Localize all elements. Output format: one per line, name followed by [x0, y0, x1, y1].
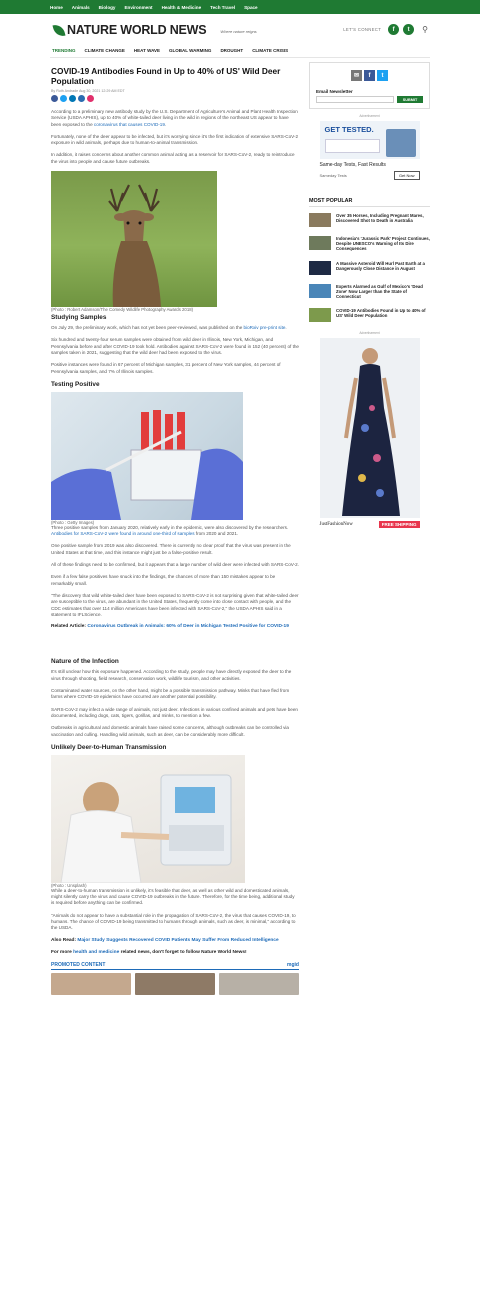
subheading-unlikely-transmission: Unlikely Deer-to-Human Transmission: [51, 743, 167, 751]
mgid-logo[interactable]: mgid: [287, 962, 299, 969]
share-linkedin-icon[interactable]: [69, 95, 76, 102]
paragraph: "Animals do not appear to have a substantial role in the propagation of SARS-CoV-2, the virus that causes COVID-19, to humans. The chance of COVID-19 being transmitted to humans through animals, such as deer, is minimal," according to the USDA.: [51, 912, 296, 931]
nav-space[interactable]: Space: [244, 4, 258, 10]
sidebar: [309, 62, 430, 528]
ad-kit-icon: [386, 129, 416, 157]
submit-button[interactable]: SUBMIT: [397, 96, 423, 103]
trending-bar: [0, 46, 480, 54]
paragraph: Even if a few false positives have snuck into the findings, the chances of more than 150 mistakes appear to be remarkably small.: [51, 574, 276, 586]
popular-thumb[interactable]: [309, 261, 331, 275]
popular-title[interactable]: Over 35 Horses, Including Pregnant Mares, Discovered Shot to Death in Australia: [336, 213, 424, 224]
share-facebook-icon[interactable]: [51, 95, 58, 102]
site-tagline: Where nature reigns: [220, 29, 257, 34]
related-article: Related Article: Coronavirus Outbreak in Animals: 60% of Deer in Michigan Tested Positive for COVID-19: [51, 624, 289, 630]
paragraph: Positive instances were found in 67 percent of Michigan samples, 31 percent of New York samples, 44 percent of Pennsylvania samples, and 7% of Illinois samples.: [51, 362, 281, 374]
search-icon[interactable]: ⚲: [422, 25, 428, 34]
ad-box-icon: [325, 139, 380, 153]
ad-sponsor: Sameday Tests: [319, 173, 347, 178]
subheading-nature-of-infection: Nature of the Infection: [51, 658, 119, 666]
popular-thumb[interactable]: [309, 213, 331, 227]
popular-item[interactable]: [309, 261, 430, 275]
caption: (Photo : Unsplash): [51, 882, 87, 888]
paragraph: According to a preliminary new antibody study by the U.S. Department of Agriculture's Animal and Plant Health Inspection Service (USDA APHIS), up to 40% of white-tailed deer living in the wild in regions of the northeast US appear to have been exposed to the coronavirus that causes COVID-19.: [51, 109, 298, 127]
deer-illustration-icon: [51, 171, 217, 307]
promoted-header: [51, 962, 299, 970]
connect-label: LET'S CONNECT: [343, 27, 382, 32]
health-medicine-link[interactable]: health and medicine: [73, 949, 120, 955]
leaf-logo-icon[interactable]: [52, 22, 65, 37]
paragraph: Contaminated water sources, on the other hand, might be a possible transmission pathway. Minks that have fled from farms where COVID-19 epidemics have occurred are another potential possibility.: [51, 688, 290, 700]
paragraph: Three positive samples from January 2020, relatively early in the epidemic, were also discovered by the researchers. Antibodies for SARS-CoV-2 were found in around one-third of samples from 2020 and 2021.: [51, 524, 289, 537]
facebook-icon[interactable]: f: [364, 70, 375, 81]
twitter-icon[interactable]: t: [377, 70, 388, 81]
popular-title[interactable]: A Massive Asteroid Will Hurl Past Earth at a Dangerously Close Distance in August: [336, 260, 425, 271]
article: [51, 66, 299, 995]
paragraph: Outbreaks in agricultural and domestic animals have raised some concerns, although outbreaks can be controlled via vaccination and culling. Handling wild animals, such as deer, can be considerably more difficult.: [51, 725, 289, 737]
header: [0, 14, 480, 46]
share-twitter-icon[interactable]: [60, 95, 67, 102]
twitter-icon[interactable]: t: [403, 24, 414, 35]
share-email-icon[interactable]: [78, 95, 85, 102]
nav-tech-travel[interactable]: Tech Travel: [210, 4, 236, 10]
popular-title[interactable]: COVID-19 Antibodies Found in Up to 40% of US' Wild Deer Population: [336, 308, 426, 319]
biorxiv-link[interactable]: bioRxiv pre-print site: [243, 325, 286, 331]
connect-group: [343, 24, 428, 35]
ad-cta-button[interactable]: Get Now: [394, 171, 420, 180]
antibodies-link[interactable]: Antibodies for SARS-CoV-2 were found in around one-third of samples: [51, 531, 195, 537]
facebook-icon[interactable]: f: [388, 24, 399, 35]
share-plus-icon[interactable]: [87, 95, 94, 102]
paragraph: In addition, it raises concerns about another common animal acting as a reservoir for SARS-CoV-2, ready to reintroduce the virus into people and cause future outbreaks.: [51, 152, 295, 164]
promo-thumb[interactable]: [135, 973, 215, 995]
ad-sameday-tests[interactable]: [320, 121, 420, 180]
promo-thumb[interactable]: [219, 973, 299, 995]
most-popular-heading: MOST POPULAR: [309, 198, 430, 207]
advertisement-label: Advertisement: [359, 331, 380, 336]
lab-test-photo: [51, 392, 243, 520]
nav-animals[interactable]: Animals: [71, 4, 90, 10]
ad-title: Same-day Tests, Fast Results: [319, 162, 386, 168]
sidebar-share: [316, 70, 423, 81]
ad-brand[interactable]: JustFashionNow: [319, 522, 353, 528]
trending-global-warming[interactable]: GLOBAL WARMING: [169, 47, 212, 53]
popular-item[interactable]: [309, 213, 430, 227]
header-divider: [50, 57, 430, 58]
popular-item[interactable]: [309, 284, 430, 300]
paragraph: "The discovery that wild white-tailed deer have been exposed to SARS-CoV-2 is not surprising given that white-tailed deer are susceptible to the virus, are abundant in the United States, frequently come into close contact with people, and the CDC estimates that over 114 million Americans have been infected with SARS-CoV-2," the USDA APHIS said in a statement to IFLScience.: [51, 592, 299, 617]
dress-model-icon: [320, 338, 420, 518]
ad-fashion-footer: [320, 521, 420, 528]
email-icon[interactable]: ✉: [351, 70, 362, 81]
trending-heat-wave[interactable]: HEAT WAVE: [133, 47, 161, 53]
promo-thumb[interactable]: [51, 973, 131, 995]
popular-item[interactable]: [309, 308, 430, 322]
email-input[interactable]: [316, 96, 394, 103]
promoted-label: PROMOTED CONTENT: [51, 962, 106, 969]
related-article-link[interactable]: Coronavirus Outbreak in Animals: 60% of Deer in Michigan Tested Positive for COVID-19: [87, 624, 289, 630]
popular-title[interactable]: Experts Alarmed as Gulf of Mexico's 'Dead Zone' Now Larger than the State of Connecticut: [336, 283, 423, 300]
free-shipping-badge[interactable]: FREE SHIPPING: [379, 521, 420, 528]
newsletter-form: [316, 96, 423, 103]
popular-title[interactable]: Indonesia's 'Jurassic Park' Project Continues, Despite UNESCO's Warning of Its Dire Consequences: [336, 236, 430, 252]
article-byline: By Ruth Andrade Aug 30, 2021 12:29 AM EDT: [51, 89, 125, 93]
subheading-studying-samples: Studying Samples: [51, 314, 107, 322]
promoted-thumbs: [51, 973, 299, 995]
ad-headline: GET TESTED.: [324, 125, 374, 134]
top-nav: [0, 0, 480, 14]
also-read: Also Read: Major Study Suggests Recovered COVID Patients May Suffer From Reduced Intelligence: [51, 937, 279, 943]
paragraph: While a deer-to-human transmission is unlikely, it's feasible that deer, as well as other wild and domesticated animals, might silently carry the virus and cause COVID-19 outbreaks in the future. Therefore, for the time being, additional study is required before anything can be confirmed.: [51, 887, 295, 906]
paragraph: It's still unclear how this exposure happened. According to the study, people may have directly exposed the deer to the virus through shooting, field research, conservation work, wildlife tourism, and other activities.: [51, 669, 292, 681]
trending-climate-change[interactable]: CLIMATE CHANGE: [84, 47, 125, 53]
lab-illustration-icon: [51, 392, 243, 520]
ad-image: [320, 121, 420, 159]
popular-item[interactable]: [309, 236, 430, 252]
nav-environment[interactable]: Environment: [124, 4, 153, 10]
nav-biology[interactable]: Biology: [98, 4, 116, 10]
ad-footer: [320, 171, 420, 180]
trending-label: TRENDING: [52, 47, 76, 53]
paragraph: SARS-CoV-2 may infect a wide range of animals, not just deer. Infections in various confined animals and pets have been documented, including dogs, cats, tigers, gorillas, and minks, to mention a few.: [51, 706, 298, 718]
ad-fashion-image[interactable]: [320, 338, 420, 518]
trending-climate-crisis[interactable]: CLIMATE CRISIS: [252, 47, 289, 53]
coronavirus-link[interactable]: coronavirus that causes COVID-19: [93, 121, 165, 127]
paragraph: All of these findings need to be confirmed, but it appears that a large number of wild deer were infected with SARS-CoV-2.: [51, 562, 299, 568]
subheading-testing-positive: Testing Positive: [51, 380, 100, 388]
paragraph: On July 29, the preliminary work, which has not yet been peer-reviewed, was published on the bioRxiv pre-print site.: [51, 325, 287, 331]
paragraph: One positive sample from 2019 was also discovered. There is currently no clear proof that the virus was present in the United States at that time, and this instance might just be a false-positive result.: [51, 543, 291, 555]
paragraph: Fortunately, none of the deer appear to be infected, but it's worrying since it's the first indication of extensive SARS-CoV-2 exposure in wild animals, perhaps due to human-to-animal transmission.: [51, 133, 299, 146]
caption: (Photo : Robert Adamson/The Comedy Wildlife Photography Awards 2018): [51, 307, 194, 313]
lab-worker-photo: [51, 755, 245, 883]
lab-machine-illustration-icon: [51, 755, 245, 883]
advertisement-label: Advertisement: [359, 114, 380, 118]
nav-home[interactable]: Home: [50, 4, 63, 10]
deer-photo: [51, 171, 217, 307]
article-title: COVID-19 Antibodies Found in Up to 40% of US' Wild Deer Population: [51, 66, 281, 86]
trending-drought[interactable]: DROUGHT: [220, 47, 244, 53]
popular-thumb[interactable]: [309, 236, 331, 250]
also-read-link[interactable]: Major Study Suggests Recovered COVID Patients May Suffer From Reduced Intelligence: [77, 937, 279, 943]
caption: (Photo : Getty Images): [51, 519, 95, 525]
paragraph: Six hundred and twenty-four serum samples were obtained from wild deer in Illinois, New York, Michigan, and Pennsylvania before and after COVID-19 took hold. Antibodies against SARS-CoV-2 were found in 152 (40 percent) of the samples taken in 2021, suggesting that the wild deer had been exposed to the virus.: [51, 337, 299, 355]
popular-thumb[interactable]: [309, 284, 331, 298]
popular-thumb[interactable]: [309, 308, 331, 322]
nav-health[interactable]: Health & Medicine: [161, 4, 202, 10]
share-buttons: [51, 95, 299, 102]
newsletter-label: Email Newsletter: [316, 89, 353, 94]
follow-notice: For more health and medicine related news, don't forget to follow Nature World News!: [51, 949, 247, 955]
site-logo[interactable]: NATURE WORLD NEWS: [67, 23, 207, 37]
newsletter-box: [309, 62, 430, 109]
